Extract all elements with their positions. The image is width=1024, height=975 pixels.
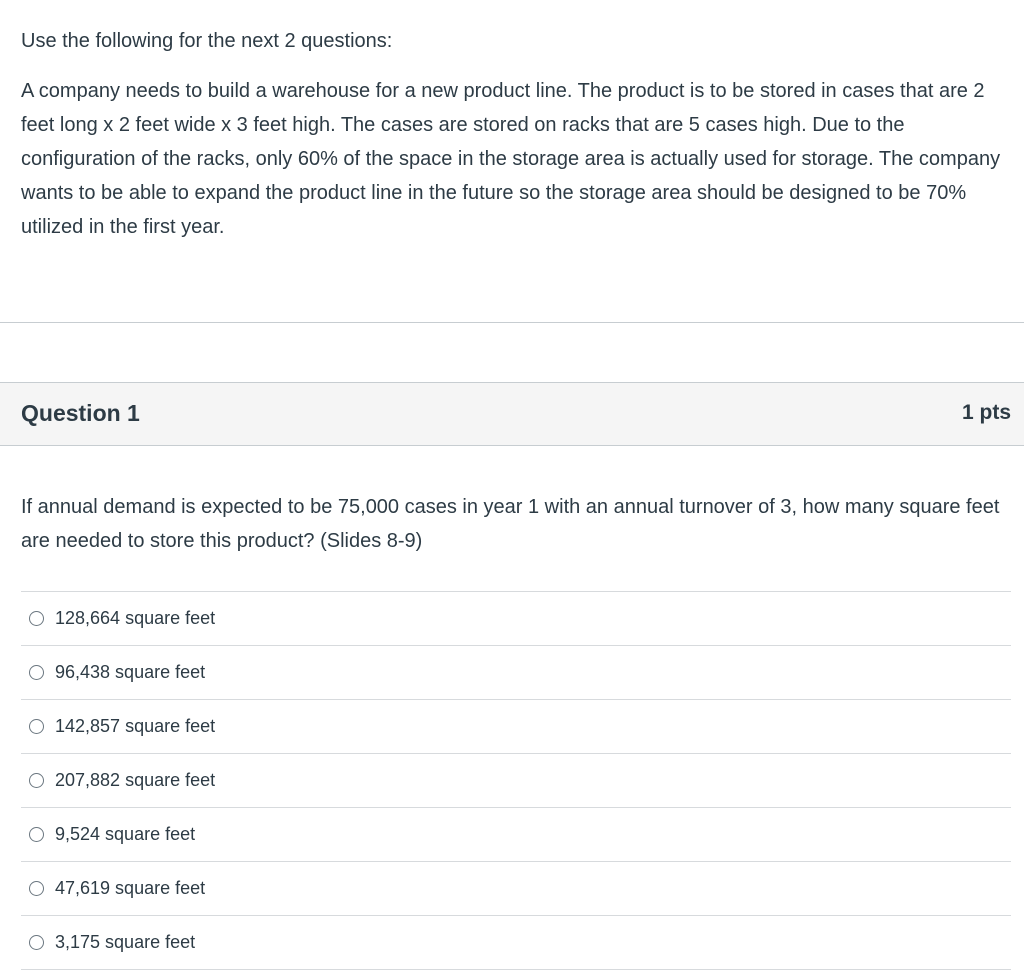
answer-label: 96,438 square feet xyxy=(55,662,206,682)
answer-option[interactable] xyxy=(21,646,1011,700)
answer-option[interactable] xyxy=(21,862,1011,916)
answer-list xyxy=(21,591,1011,970)
answer-option[interactable] xyxy=(21,700,1011,754)
answer-label: 3,175 square feet xyxy=(55,932,196,952)
answer-label: 9,524 square feet xyxy=(55,824,196,844)
answer-option[interactable] xyxy=(21,592,1011,646)
radio-button[interactable] xyxy=(29,773,44,788)
radio-button[interactable] xyxy=(29,827,44,842)
radio-button[interactable] xyxy=(29,935,44,950)
answer-label: 142,857 square feet xyxy=(55,716,216,736)
intro-heading: Use the following for the next 2 questions: xyxy=(21,30,393,52)
answer-label: 207,882 square feet xyxy=(55,770,216,790)
answer-option[interactable] xyxy=(21,916,1011,970)
question-header xyxy=(0,382,1024,446)
answer-label: 47,619 square feet xyxy=(55,878,206,898)
radio-button[interactable] xyxy=(29,881,44,896)
radio-button[interactable] xyxy=(29,611,44,626)
answer-option[interactable] xyxy=(21,808,1011,862)
answer-label: 128,664 square feet xyxy=(55,608,216,628)
answer-option[interactable] xyxy=(21,754,1011,808)
question-title: Question 1 xyxy=(21,400,140,426)
radio-button[interactable] xyxy=(29,719,44,734)
radio-button[interactable] xyxy=(29,665,44,680)
question-text: If annual demand is expected to be 75,000 cases in year 1 with an annual turnover of 3, how many square feet are needed to store this product? (Slides 8-9) xyxy=(21,496,1000,552)
question-points: 1 pts xyxy=(961,401,1011,424)
section-divider xyxy=(0,322,1024,323)
intro-paragraph: A company needs to build a warehouse for a new product line. The product is to be stored in cases that are 2 feet long x 2 feet wide x 3 feet high. The cases are stored on racks that are 5 cases high. Due to the configuration of the racks, only 60% of the space in the storage area is actually used for storage. The company wants to be able to expand the product line in the future so the storage area should be designed to be 70% utilized in the first year. xyxy=(21,80,1001,238)
